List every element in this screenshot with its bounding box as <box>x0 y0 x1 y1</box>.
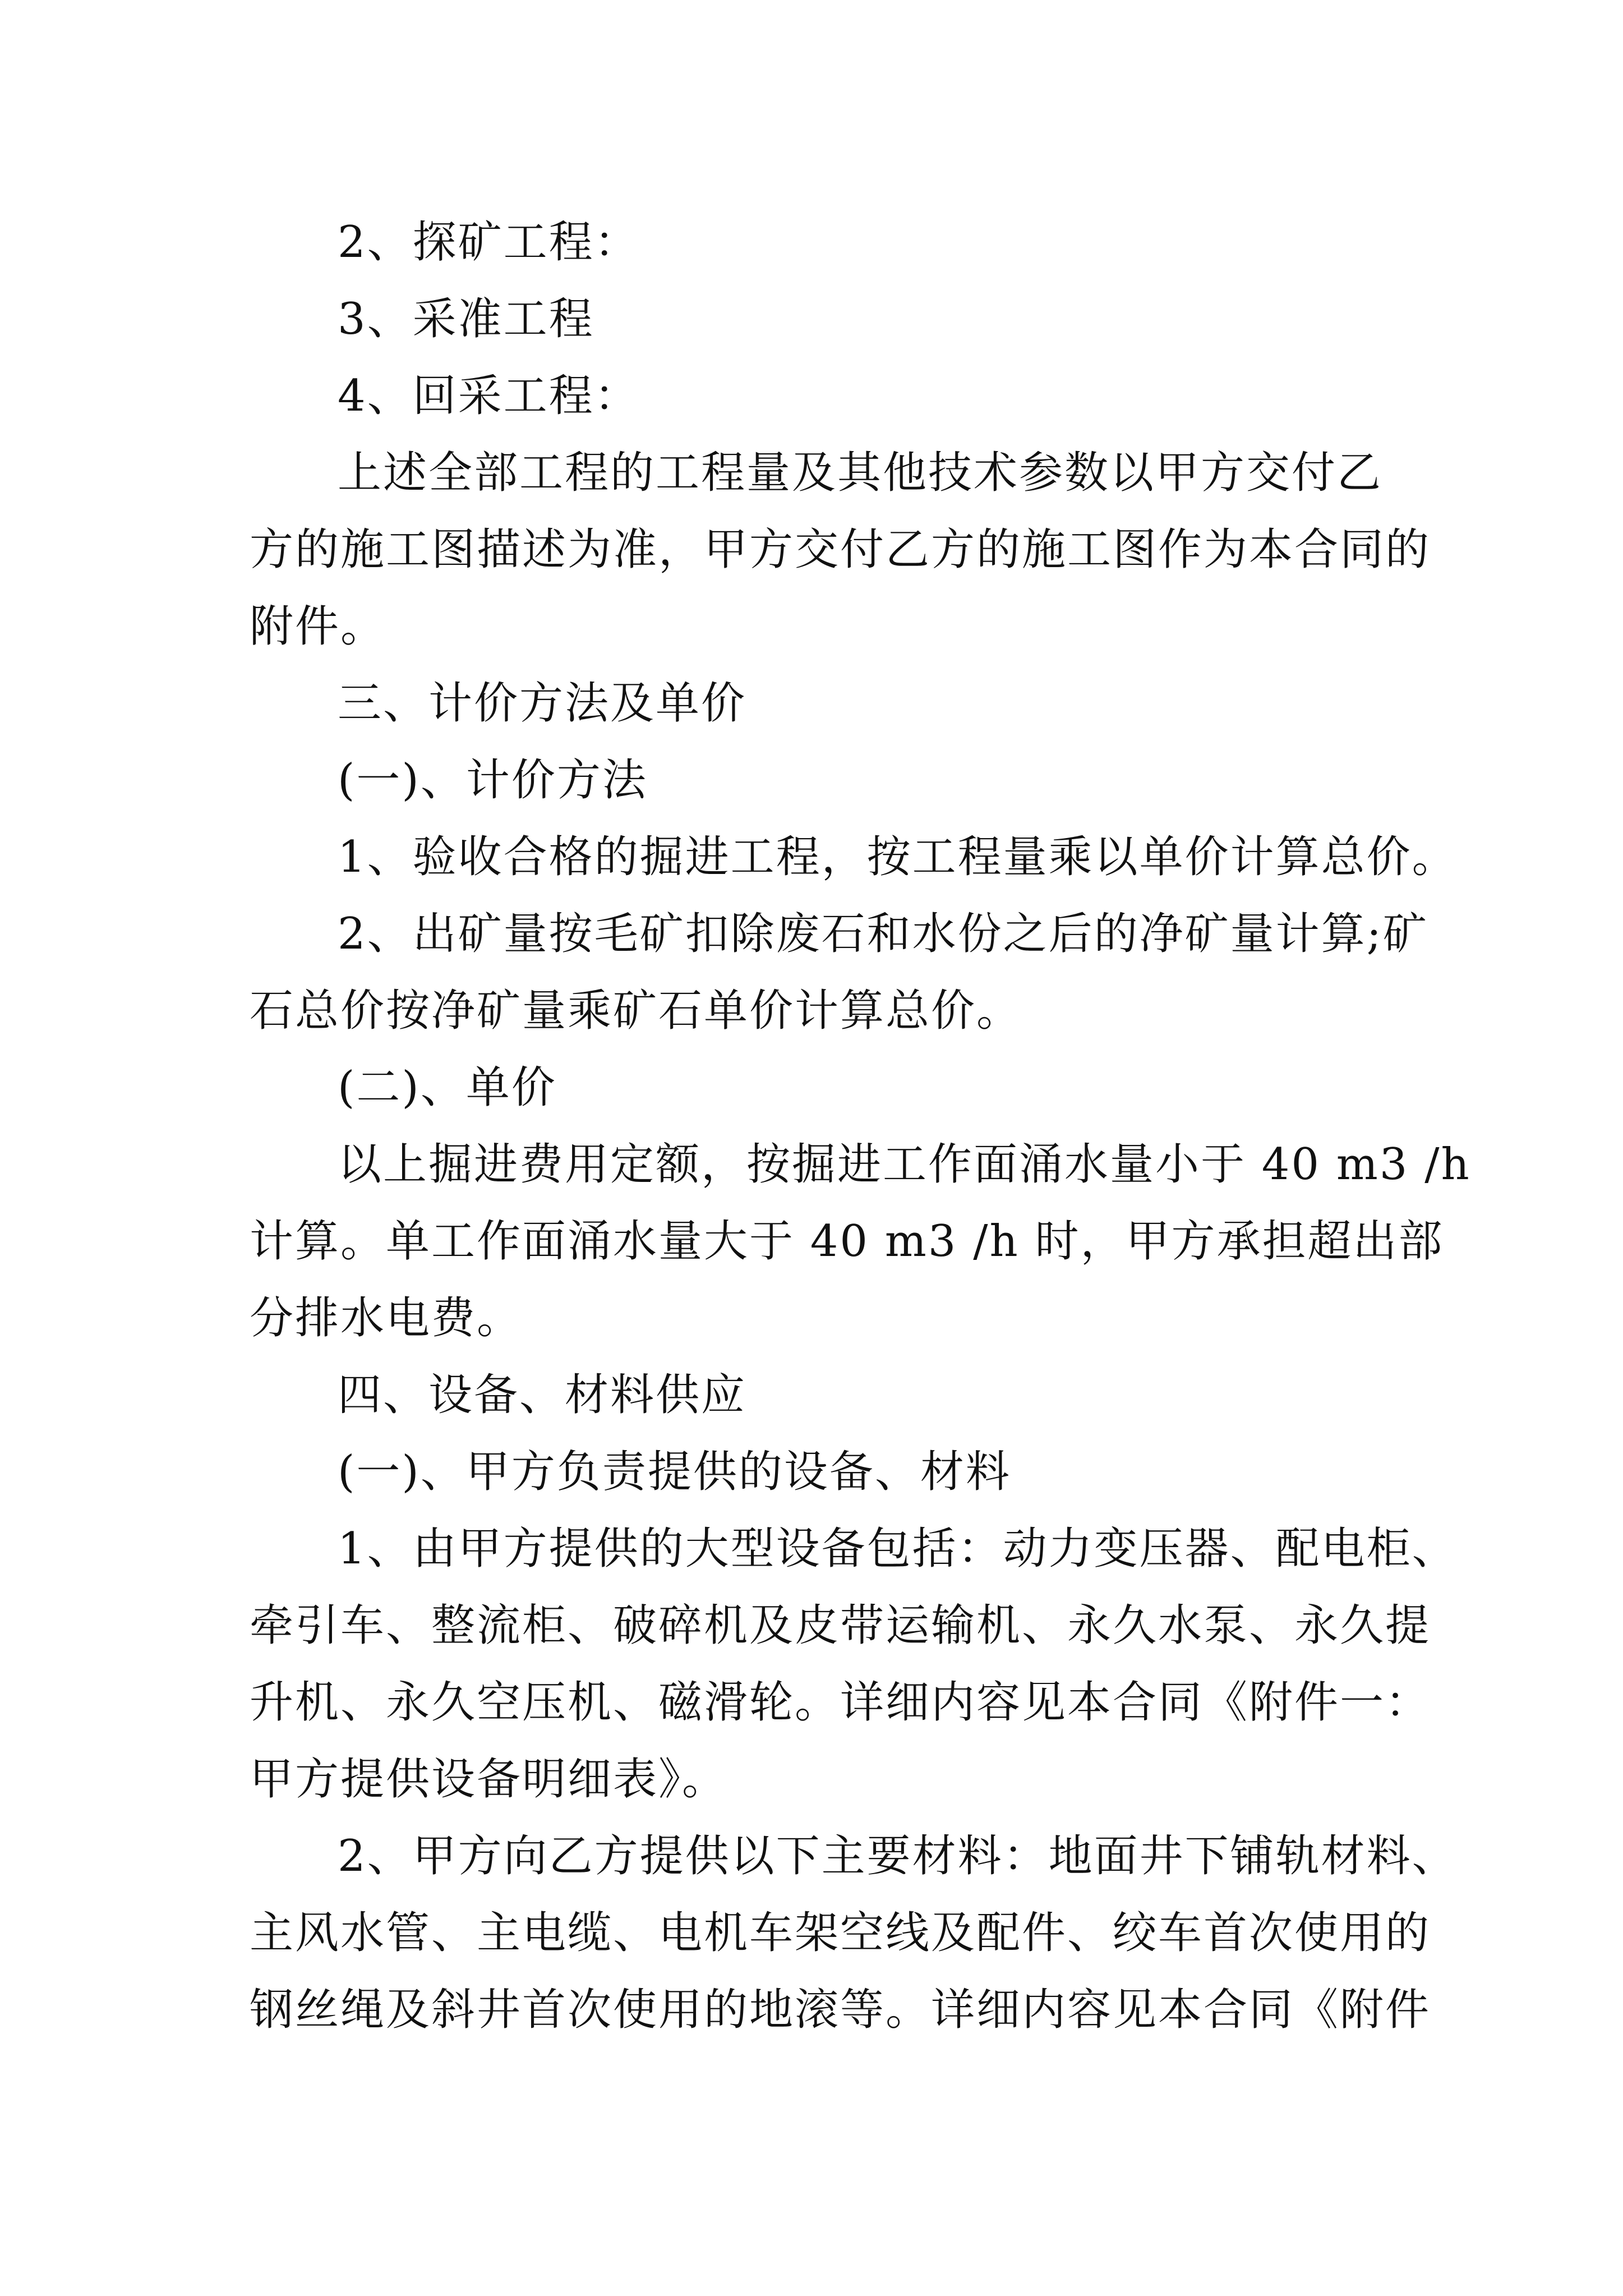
text-line: 2、甲方向乙方提供以下主要材料：地面井下铺轨材料、 <box>338 1831 1458 1881</box>
text-line: 计算。单工作面涌水量大于 40 m3 /h 时，甲方承担超出部 <box>250 1216 1444 1267</box>
text-line: 附件。 <box>250 601 386 652</box>
text-line: 牵引车、整流柜、破碎机及皮带运输机、永久水泵、永久提 <box>250 1600 1431 1651</box>
text-line: 上述全部工程的工程量及其他技术参数以甲方交付乙 <box>338 448 1383 498</box>
text-line: 钢丝绳及斜井首次使用的地滚等。详细内容见本合同《附件 <box>250 1985 1431 2035</box>
text-line: 主风水管、主电缆、电机车架空线及配件、绞车首次使用的 <box>250 1908 1431 1958</box>
subsection-heading: (二)、单价 <box>338 1062 557 1113</box>
subsection-heading: (一)、计价方法 <box>338 755 648 806</box>
text-line: 分排水电费。 <box>250 1293 523 1343</box>
text-line: 2、出矿量按毛矿扣除废石和水份之后的净矿量计算;矿 <box>338 909 1428 959</box>
text-line: 4、回采工程： <box>338 371 640 421</box>
text-line: 甲方提供设备明细表》。 <box>250 1754 728 1805</box>
text-line: 方的施工图描述为准，甲方交付乙方的施工图作为本合同的 <box>250 524 1431 575</box>
subsection-heading: (一)、甲方负责提供的设备、材料 <box>338 1447 1011 1497</box>
text-line: 1、由甲方提供的大型设备包括：动力变压器、配电柜、 <box>338 1524 1458 1574</box>
section-heading: 四、设备、材料供应 <box>338 1370 747 1420</box>
text-line: 石总价按净矿量乘矿石单价计算总价。 <box>250 986 1022 1036</box>
section-heading: 三、计价方法及单价 <box>338 678 747 729</box>
text-line: 1、验收合格的掘进工程，按工程量乘以单价计算总价。 <box>338 832 1458 882</box>
text-line: 2、探矿工程： <box>338 217 640 268</box>
text-line: 3、采准工程 <box>338 294 594 344</box>
text-line: 以上掘进费用定额，按掘进工作面涌水量小于 40 m3 /h <box>338 1139 1471 1190</box>
text-line: 升机、永久空压机、磁滑轮。详细内容见本合同《附件一： <box>250 1677 1431 1728</box>
